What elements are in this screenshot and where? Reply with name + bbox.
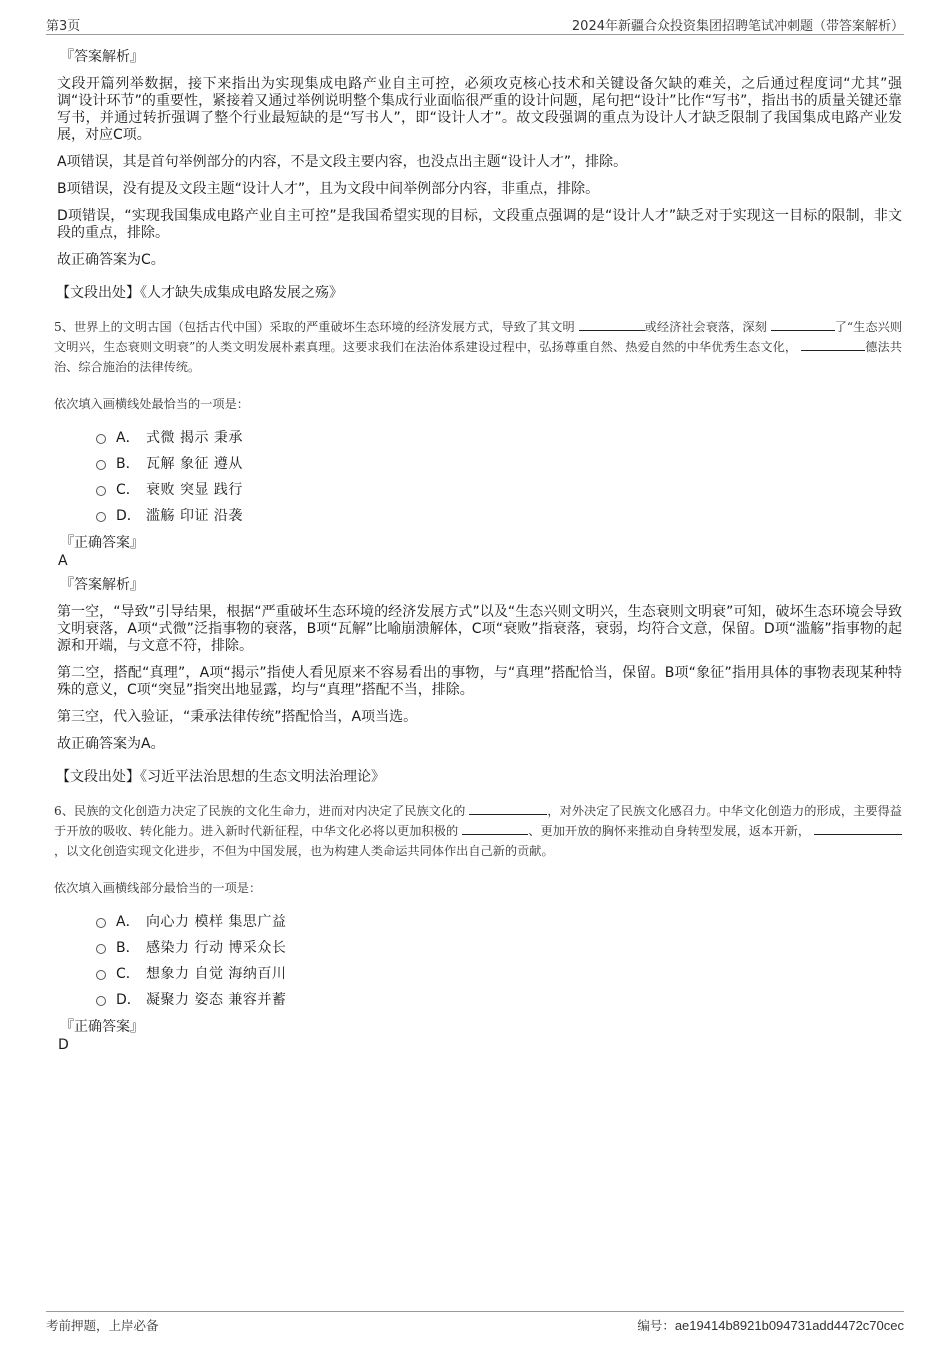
radio-icon[interactable] bbox=[96, 970, 106, 980]
analysis-paragraph: 文段开篇列举数据，接下来指出为实现集成电路产业自主可控，必须攻克核心技术和关键设备欠缺的难关，之后通过程度词“尤其”强调“设计环节”的重要性，紧接着又通过举例说明整个集成行业面临很严重的设计问题，尾句把“设计”比作“写书”，指出书的质量关键还靠写书，并通过转折强调了整个行业最短缺的是“写书人”，即“设计人才”。故文段强调的重点为设计人才缺乏限制了我国集成电路产业发展，对应C项。 bbox=[57, 76, 902, 143]
option-list bbox=[96, 908, 902, 1012]
option-d[interactable] bbox=[96, 986, 902, 1012]
option-c[interactable] bbox=[96, 960, 902, 986]
radio-icon[interactable] bbox=[96, 486, 106, 496]
stem-text: ，以文化创造实现文化进步，不但为中国发展，也为构建人类命运共同体作出自己新的贡献。 bbox=[54, 844, 554, 858]
question-stem bbox=[54, 801, 902, 861]
option-b[interactable] bbox=[96, 934, 902, 960]
stem-text: ，对外决定了民族文化感召力。中华文化创造力的形成，主要得益于开放的吸收、转化能力。进入新时代新征程，中华文化必将以更加积极的 bbox=[54, 804, 902, 838]
option-letter: A． bbox=[116, 914, 140, 930]
option-letter: C． bbox=[116, 482, 140, 498]
fill-blank bbox=[814, 822, 902, 835]
analysis-paragraph: 第三空，代入验证，“秉承法律传统”搭配恰当，A项当选。 bbox=[57, 709, 418, 725]
fill-blank bbox=[469, 802, 547, 815]
analysis-label: 『答案解析』 bbox=[60, 49, 144, 65]
analysis-label: 『答案解析』 bbox=[60, 577, 144, 593]
footer-code bbox=[637, 1316, 904, 1334]
option-text: 式微 揭示 秉承 bbox=[146, 430, 243, 446]
source-citation: 【文段出处】《人才缺失成集成电路发展之殇》 bbox=[56, 285, 343, 301]
radio-icon[interactable] bbox=[96, 460, 106, 470]
stem-text: 了“生态兴则文明兴，生态衰则文明衰”的人类文明发展朴素真理。这要求我们在法治体系建设过程中，弘扬尊重自然、热爱自然的中华优秀生态文化， bbox=[54, 320, 903, 354]
page-number: 第3页 bbox=[46, 19, 81, 34]
radio-icon[interactable] bbox=[96, 918, 106, 928]
option-d[interactable] bbox=[96, 502, 902, 528]
analysis-paragraph: 故正确答案为A。 bbox=[57, 736, 165, 752]
q4-analysis bbox=[56, 46, 902, 303]
fill-blank bbox=[579, 318, 645, 331]
question-5 bbox=[56, 317, 902, 787]
option-text: 滥觞 印证 沿袭 bbox=[146, 508, 243, 524]
fill-blank bbox=[801, 338, 865, 351]
fill-blank bbox=[771, 318, 835, 331]
footer-code-label: 编号： bbox=[637, 1318, 675, 1333]
option-text: 想象力 自觉 海纳百川 bbox=[146, 966, 287, 982]
footer-slogan: 考前押题，上岸必备 bbox=[46, 1318, 159, 1333]
analysis-paragraph: A项错误，其是首句举例部分的内容，不是文段主要内容，也没点出主题“设计人才”，排除。 bbox=[57, 154, 628, 170]
radio-icon[interactable] bbox=[96, 944, 106, 954]
option-a[interactable] bbox=[96, 424, 902, 450]
page-content bbox=[56, 42, 902, 1054]
stem-text: 6、民族的文化创造力决定了民族的文化生命力，进而对内决定了民族文化的 bbox=[54, 804, 470, 818]
radio-icon[interactable] bbox=[96, 434, 106, 444]
option-letter: D． bbox=[116, 992, 141, 1008]
stem-text: 或经济社会衰落，深刻 bbox=[644, 320, 771, 334]
question-6 bbox=[56, 801, 902, 1054]
analysis-paragraph: B项错误，没有提及文段主题“设计人才”，且为文段中间举例部分内容，非重点，排除。 bbox=[57, 181, 600, 197]
radio-icon[interactable] bbox=[96, 512, 106, 522]
document-title: 2024年新疆合众投资集团招聘笔试冲刺题（带答案解析） bbox=[571, 19, 904, 34]
option-list bbox=[96, 424, 902, 528]
analysis-paragraph: 第一空，“导致”引导结果，根据“严重破坏生态环境的经济发展方式”以及“生态兴则文明兴，生态衰则文明衰”可知，破坏生态环境会导致文明衰落，A项“式微”泛指事物的衰落，B项“瓦解”比喻崩溃解体，C项“衰败”指衰落，衰弱，均符合文意，保留。D项“滥觞”指事物的起源和开端，与文意不符，排除。 bbox=[57, 604, 902, 654]
option-letter: C． bbox=[116, 966, 140, 982]
correct-answer: A bbox=[58, 553, 68, 569]
page-header bbox=[46, 14, 904, 35]
option-letter: D． bbox=[116, 508, 141, 524]
question-prompt: 依次填入画横线部分最恰当的一项是： bbox=[54, 881, 262, 895]
answer-label: 『正确答案』 bbox=[60, 1019, 144, 1035]
option-c[interactable] bbox=[96, 476, 902, 502]
stem-text: 德法共治、综合施治的法律传统。 bbox=[54, 340, 902, 374]
stem-text: 、更加开放的胸怀来推动自身转型发展，返本开新， bbox=[528, 824, 815, 838]
option-letter: B． bbox=[116, 940, 140, 956]
analysis-paragraph: 故正确答案为C。 bbox=[57, 252, 165, 268]
option-b[interactable] bbox=[96, 450, 902, 476]
correct-answer: D bbox=[58, 1037, 69, 1053]
option-letter: A． bbox=[116, 430, 140, 446]
option-letter: B． bbox=[116, 456, 140, 472]
option-text: 感染力 行动 博采众长 bbox=[146, 940, 287, 956]
option-text: 凝聚力 姿态 兼容并蓄 bbox=[146, 992, 287, 1008]
analysis-paragraph: D项错误，“实现我国集成电路产业自主可控”是我国希望实现的目标，文段重点强调的是“设计人才”缺乏对于实现这一目标的限制，非文段的重点，排除。 bbox=[57, 208, 902, 241]
page-footer bbox=[46, 1311, 904, 1334]
fill-blank bbox=[462, 822, 528, 835]
source-citation: 【文段出处】《习近平法治思想的生态文明法治理论》 bbox=[56, 769, 385, 785]
question-stem bbox=[54, 317, 902, 377]
option-text: 衰败 突显 践行 bbox=[146, 482, 243, 498]
stem-text: 5、世界上的文明古国（包括古代中国）采取的严重破坏生态环境的经济发展方式，导致了其文明 bbox=[54, 320, 579, 334]
option-text: 向心力 模样 集思广益 bbox=[146, 914, 287, 930]
option-text: 瓦解 象征 遵从 bbox=[146, 456, 243, 472]
question-prompt: 依次填入画横线处最恰当的一项是： bbox=[54, 397, 249, 411]
option-a[interactable] bbox=[96, 908, 902, 934]
footer-code-value: ae19414b8921b094731add4472c70cec bbox=[674, 1318, 904, 1333]
answer-label: 『正确答案』 bbox=[60, 535, 144, 551]
radio-icon[interactable] bbox=[96, 996, 106, 1006]
analysis-paragraph: 第二空，搭配“真理”，A项“揭示”指使人看见原来不容易看出的事物，与“真理”搭配恰当，保留。B项“象征”指用具体的事物表现某种特殊的意义，C项“突显”指突出地显露，均与“真理”搭配不当，排除。 bbox=[57, 665, 902, 698]
